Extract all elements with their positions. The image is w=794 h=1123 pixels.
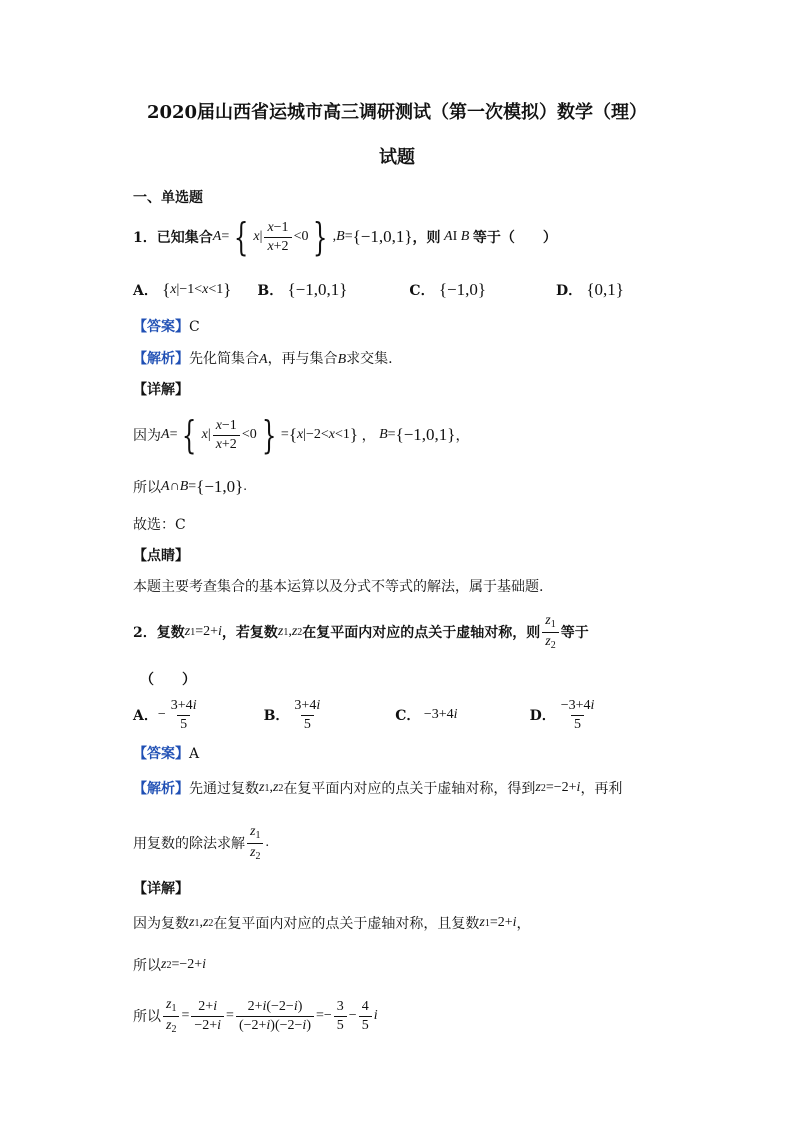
detail-heading-2: 【详解】 [133, 881, 189, 897]
answer-2: 【答案】A [133, 746, 200, 762]
choice-1: 故选：C [133, 517, 186, 533]
page-title-line2: 试题 [379, 147, 415, 168]
detail-2-line3: 所以 $\frac{z_1}{z_2}$ = $\frac{2+i}{-2+i}$ = $\frac{2+i(-2-i)}{(-2+i)(-2-i)}$ =− $\frac{3}{5}$ − $\frac{4}{5}$ i [133, 997, 378, 1035]
detail-1-line2: 所以 A ∩ B = {−1,0} . [133, 477, 247, 496]
analysis-1: 【解析】先化简集合A，再与集合B求交集. [133, 351, 393, 367]
question-1-options: A． { x |−1< x <1 } B． {−1,0,1} C． {−1,0} D． {0,1} [133, 280, 624, 299]
question-2-options: A． − $\frac{3+4i}{5}$ B． $\frac{3+4i}{5}$ C． −3+4 i D． $\frac{-3+4i}{5}$ [133, 698, 595, 732]
comment-heading-1: 【点睛】 [133, 548, 189, 564]
comment-1: 本题主要考查集合的基本运算以及分式不等式的解法，属于基础题. [133, 579, 544, 595]
detail-heading-1: 【详解】 [133, 382, 189, 398]
analysis-2-cont: 用复数的除法求解 $\frac{z_1}{z_2}$ . [133, 824, 269, 862]
answer-1: 【答案】C [133, 319, 200, 335]
detail-1-line1: 因为 A = { x | $\frac{x-1}{x+2}$ <0 } = { x |−2< x <1 } ， B = {−1,0,1} ， [133, 413, 470, 457]
analysis-2: 【解析】 先通过复数 z 1 , z 2 在复平面内对应的点关于虚轴对称，得到 z 2 =−2+ i ，再利 [133, 780, 623, 797]
question-2-paren: （ ） [140, 672, 196, 688]
question-2: 2． 复数 z 1 =2+ i ，若复数 z 1 , z 2 在复平面内对应的点关于虚轴对称，则 $\frac{z_1}{z_2}$ 等于 [133, 613, 589, 651]
question-1: 1． 已知集合 A = { x | $\frac{x-1}{x+2}$ <0 } , B = {−1,0,1} ，则 A I B 等于（ ） [133, 215, 557, 259]
detail-2-line1: 因为复数 z 1 , z 2 在复平面内对应的点关于虚轴对称，且复数 z 1 =2+ i ， [133, 915, 531, 932]
detail-2-line2: 所以 z 2 =−2+ i [133, 957, 207, 974]
page-title: 2020届山西省运城市高三调研测试（第一次模拟）数学（理） [146, 102, 648, 123]
section-heading: 一、单选题 [133, 190, 203, 206]
fraction: $\frac{x-1}{x+2}$ [264, 219, 291, 255]
